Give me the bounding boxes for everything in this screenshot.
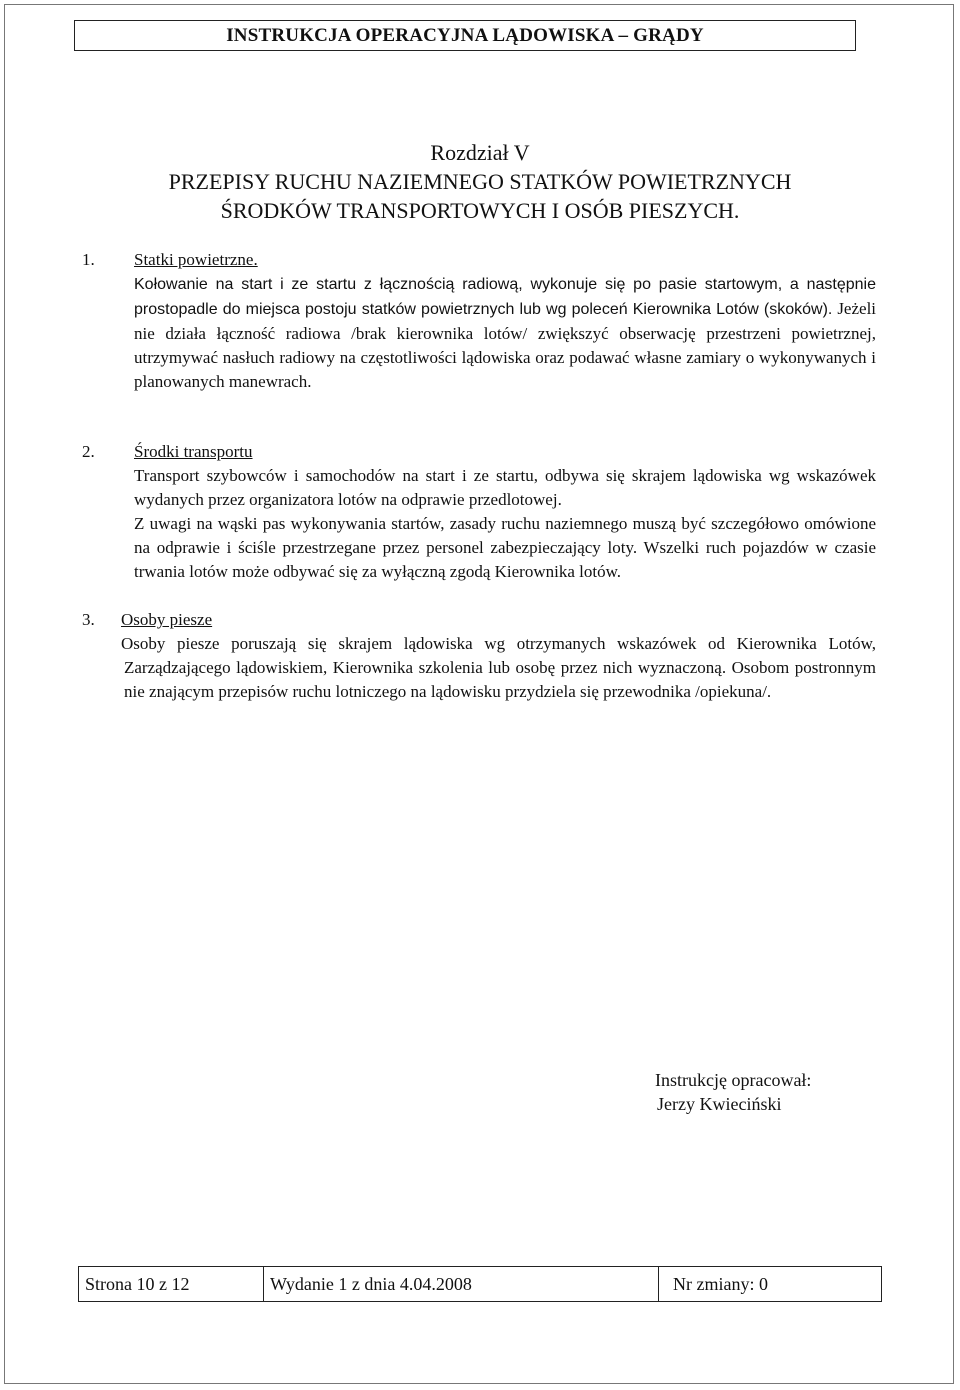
footer-edition [264, 1267, 659, 1301]
signature-label: Instrukcję opracował: [655, 1070, 812, 1090]
footer-change [659, 1267, 881, 1301]
section-1-paragraph [134, 272, 876, 394]
section-2-number: 2. [82, 442, 95, 461]
section-1-paragraph-rest: Jeżeli nie działa łączność radiowa /brak kierownika lotów/ zwiększyć obserwację przestrzeni powietrznej, utrzymywać nasłuch radiowy na częstotliwości lądowiska oraz podawać własne zamiary o wykonywanych i planowanych manewrach. [134, 299, 877, 391]
chapter-title-line1: PRZEPISY RUCHU NAZIEMNEGO STATKÓW POWIETRZNYCH [168, 169, 792, 194]
chapter-number: Rozdział V [430, 140, 530, 165]
section-1-number: 1. [82, 250, 95, 269]
section-2-heading: Środki transportu [134, 442, 253, 461]
footer-change-text: Nr zmiany: 0 [673, 1273, 768, 1294]
chapter-heading [0, 138, 960, 225]
section-1-heading: Statki powietrzne. [134, 250, 258, 269]
section-1-paragraph-sans: Kołowanie na start i ze startu z łącznością radiową, wykonuje się po pasie startowym, a następnie prostopadle do miejsca postoju statków powietrznych lub wg poleceń Kierownika Lotów (skoków). [134, 276, 876, 318]
document-footer [78, 1266, 882, 1302]
section-2-paragraph-1: Transport szybowców i samochodów na start i ze startu, odbywa się skrajem lądowiska wg wskazówek wydanych przez organizatora lotów na odprawie przedlotowej. [134, 466, 876, 509]
chapter-title-line2: ŚRODKÓW TRANSPORTOWYCH I OSÓB PIESZYCH. [220, 198, 740, 223]
footer-page [79, 1267, 264, 1301]
footer-edition-text: Wydanie 1 z dnia 4.04.2008 [270, 1273, 472, 1294]
footer-page-text: Strona 10 z 12 [85, 1273, 190, 1294]
document-header [74, 20, 856, 51]
section-2-paragraph-2: Z uwagi na wąski pas wykonywania startów, zasady ruchu naziemnego muszą być szczegółowo omówione na odprawie i ściśle przestrzegane przez personel zabezpieczający loty. Wszelki ruch pojazdów w czasie trwania lotów może odbywać się za wyłączną zgodą Kierownika lotów. [134, 514, 876, 581]
section-3-number: 3. [82, 610, 95, 629]
header-title: INSTRUKCJA OPERACYJNA LĄDOWISKA – GRĄDY [226, 24, 704, 46]
section-3-heading: Osoby piesze [121, 610, 213, 629]
section-3-paragraph: Osoby piesze poruszają się skrajem lądowiska wg otrzymanych wskazówek od Kierownika Lotów, Zarządzającego lądowiskiem, Kierownika szkolenia lub osobę przez nich wyznaczoną. Osobom postronnym nie znającym przepisów ruchu lotniczego na lądowisku przydziela się przewodnika /opiekuna/. [121, 634, 876, 701]
signature-name: Jerzy Kwieciński [657, 1094, 782, 1114]
